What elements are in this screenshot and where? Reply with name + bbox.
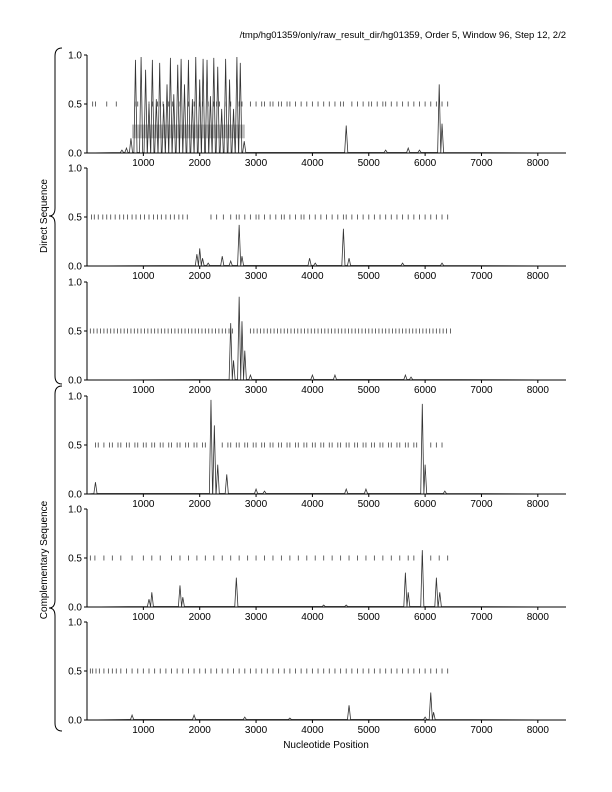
panel-direct-frame-3 — [68, 278, 566, 397]
coding-potential-trace — [87, 297, 566, 380]
y-tick-label: 0.5 — [68, 212, 82, 224]
y-tick-label: 0.0 — [68, 261, 82, 273]
x-tick-label: 7000 — [470, 385, 493, 396]
x-tick-label: 4000 — [301, 271, 324, 282]
x-tick-label: 1000 — [132, 499, 155, 510]
x-tick-label: 6000 — [413, 612, 437, 623]
x-tick-label: 3000 — [244, 612, 268, 623]
x-tick-label: 4000 — [301, 385, 324, 396]
x-tick-label: 2000 — [188, 499, 211, 510]
coding-potential-trace — [87, 225, 566, 266]
direct-sequence-bracket — [49, 48, 62, 384]
x-tick-label: 8000 — [526, 499, 549, 510]
panel-direct-frame-2 — [68, 164, 566, 283]
x-tick-label: 3000 — [244, 158, 268, 169]
complementary-sequence-bracket — [49, 386, 62, 731]
y-tick-label: 0.0 — [68, 148, 82, 160]
x-tick-label: 2000 — [188, 158, 211, 169]
y-tick-label: 0.0 — [68, 715, 82, 727]
y-tick-label: 0.0 — [68, 375, 82, 387]
panels — [68, 51, 566, 737]
x-tick-label: 1000 — [132, 385, 155, 396]
y-tick-label: 1.0 — [68, 277, 82, 289]
x-tick-label: 6000 — [413, 158, 437, 169]
x-tick-label: 7000 — [470, 499, 493, 510]
y-tick-label: 0.5 — [68, 553, 82, 565]
direct-sequence-label: Direct Sequence — [39, 179, 50, 253]
x-tick-label: 7000 — [470, 612, 493, 623]
x-tick-label: 5000 — [357, 725, 380, 736]
x-tick-label: 2000 — [188, 725, 211, 736]
complementary-sequence-label: Complementary Sequence — [39, 500, 50, 620]
x-tick-label: 5000 — [357, 271, 380, 282]
x-tick-label: 3000 — [244, 271, 268, 282]
y-tick-label: 1.0 — [68, 163, 82, 175]
coding-potential-trace — [87, 57, 566, 153]
x-tick-label: 5000 — [357, 158, 380, 169]
x-tick-label: 8000 — [526, 385, 549, 396]
x-tick-label: 8000 — [526, 271, 549, 282]
x-tick-label: 4000 — [301, 499, 324, 510]
x-tick-label: 7000 — [470, 725, 493, 736]
x-axis-title: Nucleotide Position — [283, 740, 369, 751]
x-tick-label: 8000 — [526, 158, 549, 169]
y-tick-label: 0.5 — [68, 666, 82, 678]
x-tick-label: 6000 — [413, 725, 437, 736]
x-tick-label: 6000 — [413, 271, 437, 282]
x-tick-label: 5000 — [357, 612, 380, 623]
highlight-region — [132, 125, 245, 139]
x-tick-label: 4000 — [301, 158, 324, 169]
y-tick-label: 1.0 — [68, 50, 82, 62]
y-tick-label: 0.5 — [68, 99, 82, 111]
y-tick-label: 0.0 — [68, 489, 82, 501]
x-tick-label: 4000 — [301, 725, 324, 736]
x-tick-label: 1000 — [132, 725, 155, 736]
x-tick-label: 1000 — [132, 612, 155, 623]
panel-complementary-frame-3 — [68, 618, 566, 737]
x-tick-label: 5000 — [357, 499, 380, 510]
x-tick-label: 2000 — [188, 612, 211, 623]
x-tick-label: 4000 — [301, 612, 324, 623]
y-tick-label: 1.0 — [68, 617, 82, 629]
panel-direct-frame-1 — [68, 51, 566, 170]
coding-potential-trace — [87, 400, 566, 494]
x-tick-label: 3000 — [244, 725, 268, 736]
y-tick-label: 0.0 — [68, 602, 82, 614]
y-tick-label: 1.0 — [68, 391, 82, 403]
x-tick-label: 5000 — [357, 385, 380, 396]
x-tick-label: 7000 — [470, 271, 493, 282]
x-tick-label: 2000 — [188, 385, 211, 396]
y-tick-label: 0.5 — [68, 326, 82, 338]
panel-complementary-frame-2 — [68, 505, 566, 624]
x-tick-label: 3000 — [244, 499, 268, 510]
x-tick-label: 6000 — [413, 499, 437, 510]
x-tick-label: 3000 — [244, 385, 268, 396]
panel-complementary-frame-1 — [68, 392, 566, 511]
x-tick-label: 8000 — [526, 725, 549, 736]
x-tick-label: 7000 — [470, 158, 493, 169]
x-tick-label: 8000 — [526, 612, 549, 623]
y-tick-label: 1.0 — [68, 504, 82, 516]
coding-potential-trace — [87, 550, 566, 607]
x-tick-label: 6000 — [413, 385, 437, 396]
x-tick-label: 1000 — [132, 158, 155, 169]
y-tick-label: 0.5 — [68, 440, 82, 452]
figure-caption: /tmp/hg01359/only/raw_result_dir/hg01359, Order 5, Window 96, Step 12, 2/2 — [239, 30, 566, 41]
x-tick-label: 2000 — [188, 271, 211, 282]
x-tick-label: 1000 — [132, 271, 155, 282]
coding-potential-trace — [87, 693, 566, 720]
